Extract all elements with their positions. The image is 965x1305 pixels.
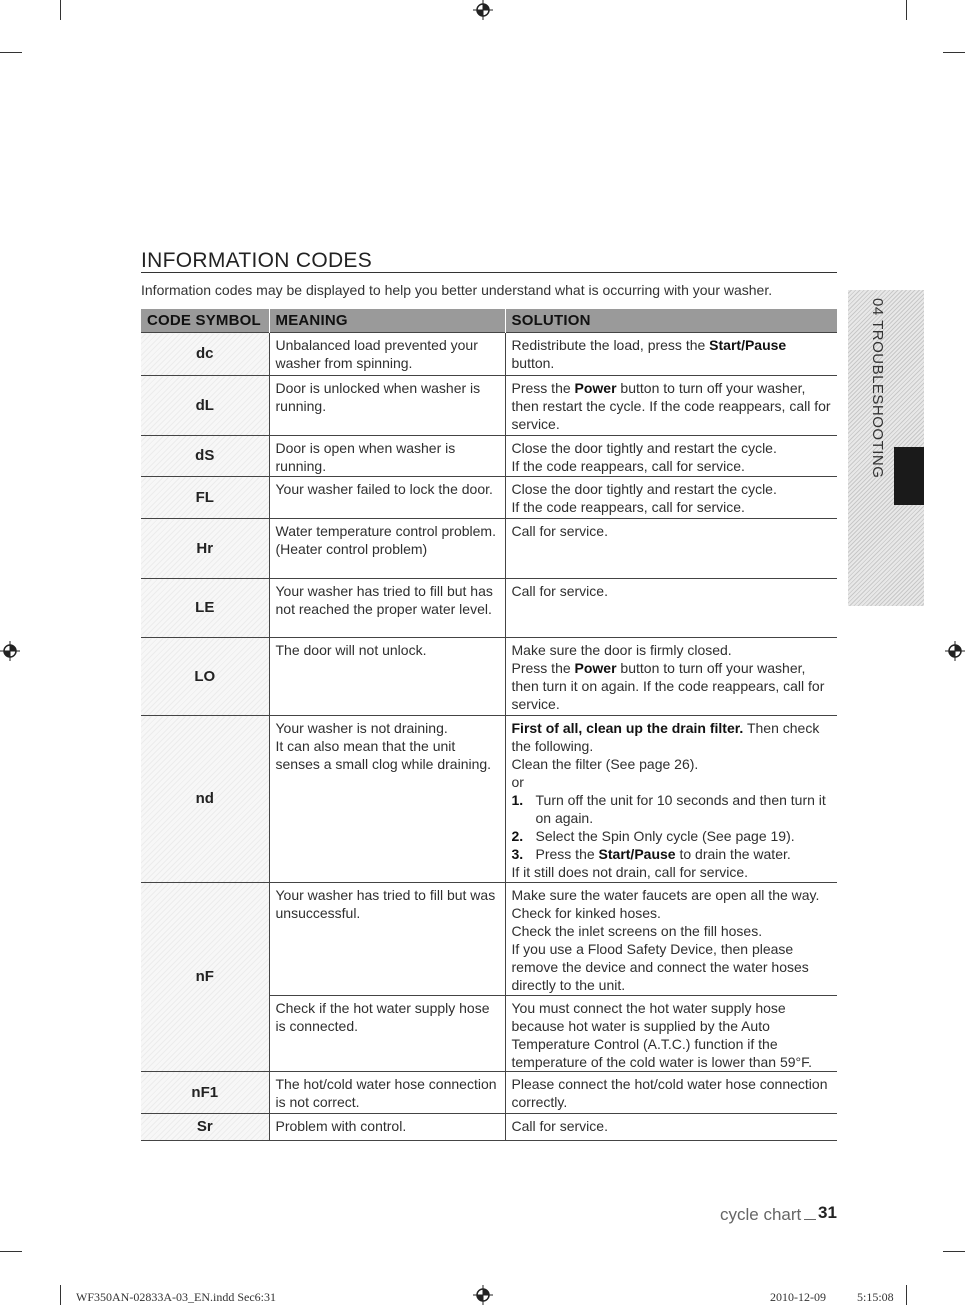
code-symbol: Hr xyxy=(141,519,269,579)
solution-text: button to turn off your washer, then turn it on again. If the code reappears, call for service. xyxy=(511,660,825,712)
crop-mark xyxy=(943,52,965,53)
solution-text: or xyxy=(511,774,524,790)
table-row xyxy=(141,716,837,883)
solution-cell xyxy=(505,436,837,477)
solution-lead xyxy=(512,719,832,755)
table-row xyxy=(141,376,837,436)
registration-mark-icon xyxy=(473,0,493,20)
solution-text: button. xyxy=(511,355,555,371)
meaning-cell: Your washer has tried to fill but has not reached the proper water level. xyxy=(269,579,505,638)
code-symbol: dc xyxy=(141,333,269,376)
crop-mark xyxy=(943,1251,965,1252)
solution-cell xyxy=(505,883,837,996)
solution-cell: Please connect the hot/cold water hose connection correctly. xyxy=(505,1072,837,1114)
slug-time: 5:15:08 xyxy=(857,1290,894,1304)
meaning-cell: The hot/cold water hose connection is not correct. xyxy=(269,1072,505,1114)
step-text: Turn off the unit for 10 seconds and then turn it on again. xyxy=(535,792,826,826)
solution-text: Check the inlet screens on the fill hoses. xyxy=(511,923,763,939)
solution-text: Press the xyxy=(511,660,575,676)
solution-text: If it still does not drain, call for service. xyxy=(511,864,749,880)
table-row xyxy=(141,1114,837,1141)
slug-date: 2010-12-09 xyxy=(770,1290,826,1304)
code-symbol: Sr xyxy=(141,1114,269,1141)
meaning-cell: Your washer has tried to fill but was unsuccessful. xyxy=(269,883,505,996)
footer-section-label: cycle chart xyxy=(720,1205,802,1224)
solution-text: Press the xyxy=(511,380,575,396)
solution-text: If you use a Flood Safety Device, then please remove the device and connect the water hoses directly to the unit. xyxy=(511,941,809,993)
table-row xyxy=(141,519,837,579)
meaning-cell: Problem with control. xyxy=(269,1114,505,1141)
solution-text xyxy=(512,659,832,713)
information-codes-table xyxy=(141,309,837,1141)
crop-mark xyxy=(0,1251,22,1252)
table-row xyxy=(141,638,837,716)
crop-mark xyxy=(906,1285,907,1305)
solution-text: button to turn off your washer, then restart the cycle. If the code reappears, call for service. xyxy=(511,380,831,432)
step-text: Press the xyxy=(535,846,599,862)
button-name: Power xyxy=(574,660,617,676)
step-item xyxy=(512,827,832,845)
meaning-cell: Unbalanced load prevented your washer from spinning. xyxy=(269,333,505,376)
step-item xyxy=(512,791,832,827)
solution-cell: Call for service. xyxy=(505,1114,837,1141)
registration-mark-icon xyxy=(945,641,965,661)
meaning-text: It can also mean that the unit senses a small clog while draining. xyxy=(275,738,492,772)
solution-text: Make sure the water faucets are open all the way. Check for kinked hoses. xyxy=(511,887,820,921)
meaning-cell xyxy=(269,716,505,883)
page-number: 31 xyxy=(818,1203,837,1222)
table-row xyxy=(141,883,837,996)
solution-text: Redistribute the load, press the xyxy=(511,337,710,353)
meaning-text: (Heater control problem) xyxy=(275,541,428,557)
registration-mark-icon xyxy=(0,641,20,661)
solution-text: If the code reappears, call for service. xyxy=(511,499,745,515)
solution-cell xyxy=(505,638,837,716)
crop-mark xyxy=(906,0,907,20)
solution-lead-bold: First of all, clean up the drain filter. xyxy=(511,720,744,736)
column-header-code-symbol: CODE SYMBOL xyxy=(141,309,269,333)
meaning-text: Water temperature control problem. xyxy=(275,523,496,539)
solution-cell xyxy=(505,716,837,883)
crop-mark xyxy=(60,0,61,20)
code-symbol: nF xyxy=(141,883,269,1072)
table-row xyxy=(141,579,837,638)
solution-text: Close the door tightly and restart the cycle. xyxy=(511,440,777,456)
button-name: Power xyxy=(574,380,617,396)
solution-text: Make sure the door is firmly closed. xyxy=(511,642,732,658)
step-text: to drain the water. xyxy=(675,846,791,862)
code-symbol: LO xyxy=(141,638,269,716)
code-symbol: dS xyxy=(141,436,269,477)
button-name: Start/Pause xyxy=(598,846,676,862)
meaning-cell: Check if the hot water supply hose is connected. xyxy=(269,996,505,1072)
meaning-cell: Your washer failed to lock the door. xyxy=(269,477,505,519)
column-header-meaning: MEANING xyxy=(269,309,505,333)
chapter-tab-text: 04 TROUBLESHOOTING xyxy=(869,298,886,479)
solution-cell xyxy=(505,477,837,519)
table-header-row xyxy=(141,309,837,333)
meaning-text: Your washer is not draining. xyxy=(275,720,448,736)
step-item xyxy=(512,845,832,863)
slug-filename: WF350AN-02833A-03_EN.indd Sec6:31 xyxy=(76,1290,276,1304)
solution-text: If the code reappears, call for service. xyxy=(511,458,745,474)
meaning-cell xyxy=(269,519,505,579)
table-row xyxy=(141,477,837,519)
code-symbol: dL xyxy=(141,376,269,436)
solution-cell xyxy=(505,333,837,376)
meaning-cell: Door is open when washer is running. xyxy=(269,436,505,477)
column-header-solution: SOLUTION xyxy=(505,309,837,333)
code-symbol: LE xyxy=(141,579,269,638)
title-rule xyxy=(141,272,837,273)
step-text: Select the Spin Only cycle (See page 19). xyxy=(535,828,795,844)
chapter-tab-marker xyxy=(894,447,924,505)
chapter-tab-label xyxy=(850,298,890,488)
step-number: 1. xyxy=(511,792,524,808)
table-row xyxy=(141,1072,837,1114)
solution-cell: You must connect the hot water supply hose because hot water is supplied by the Auto Temperature Control (A.T.C.) function if the temperature of the cold water is lower than 59°F. xyxy=(505,996,837,1072)
solution-text: Clean the filter (See page 26). xyxy=(511,756,699,772)
solution-cell: Call for service. xyxy=(505,579,837,638)
table-row xyxy=(141,436,837,477)
meaning-cell: Door is unlocked when washer is running. xyxy=(269,376,505,436)
step-number: 3. xyxy=(511,846,524,862)
solution-text: Close the door tightly and restart the cycle. xyxy=(511,481,777,497)
meaning-cell: The door will not unlock. xyxy=(269,638,505,716)
intro-text: Information codes may be displayed to help you better understand what is occurring with your washer. xyxy=(141,282,773,298)
section-title: INFORMATION CODES xyxy=(141,249,373,272)
table-row xyxy=(141,333,837,376)
solution-cell xyxy=(505,376,837,436)
registration-mark-icon xyxy=(473,1285,493,1305)
code-symbol: nd xyxy=(141,716,269,883)
crop-mark xyxy=(0,52,22,53)
solution-text: Then check the following. xyxy=(511,720,820,754)
crop-mark xyxy=(60,1285,61,1305)
code-symbol: nF1 xyxy=(141,1072,269,1114)
code-symbol: FL xyxy=(141,477,269,519)
button-name: Start/Pause xyxy=(709,337,787,353)
footer-underscore xyxy=(804,1219,816,1220)
solution-cell: Call for service. xyxy=(505,519,837,579)
step-number: 2. xyxy=(511,828,524,844)
